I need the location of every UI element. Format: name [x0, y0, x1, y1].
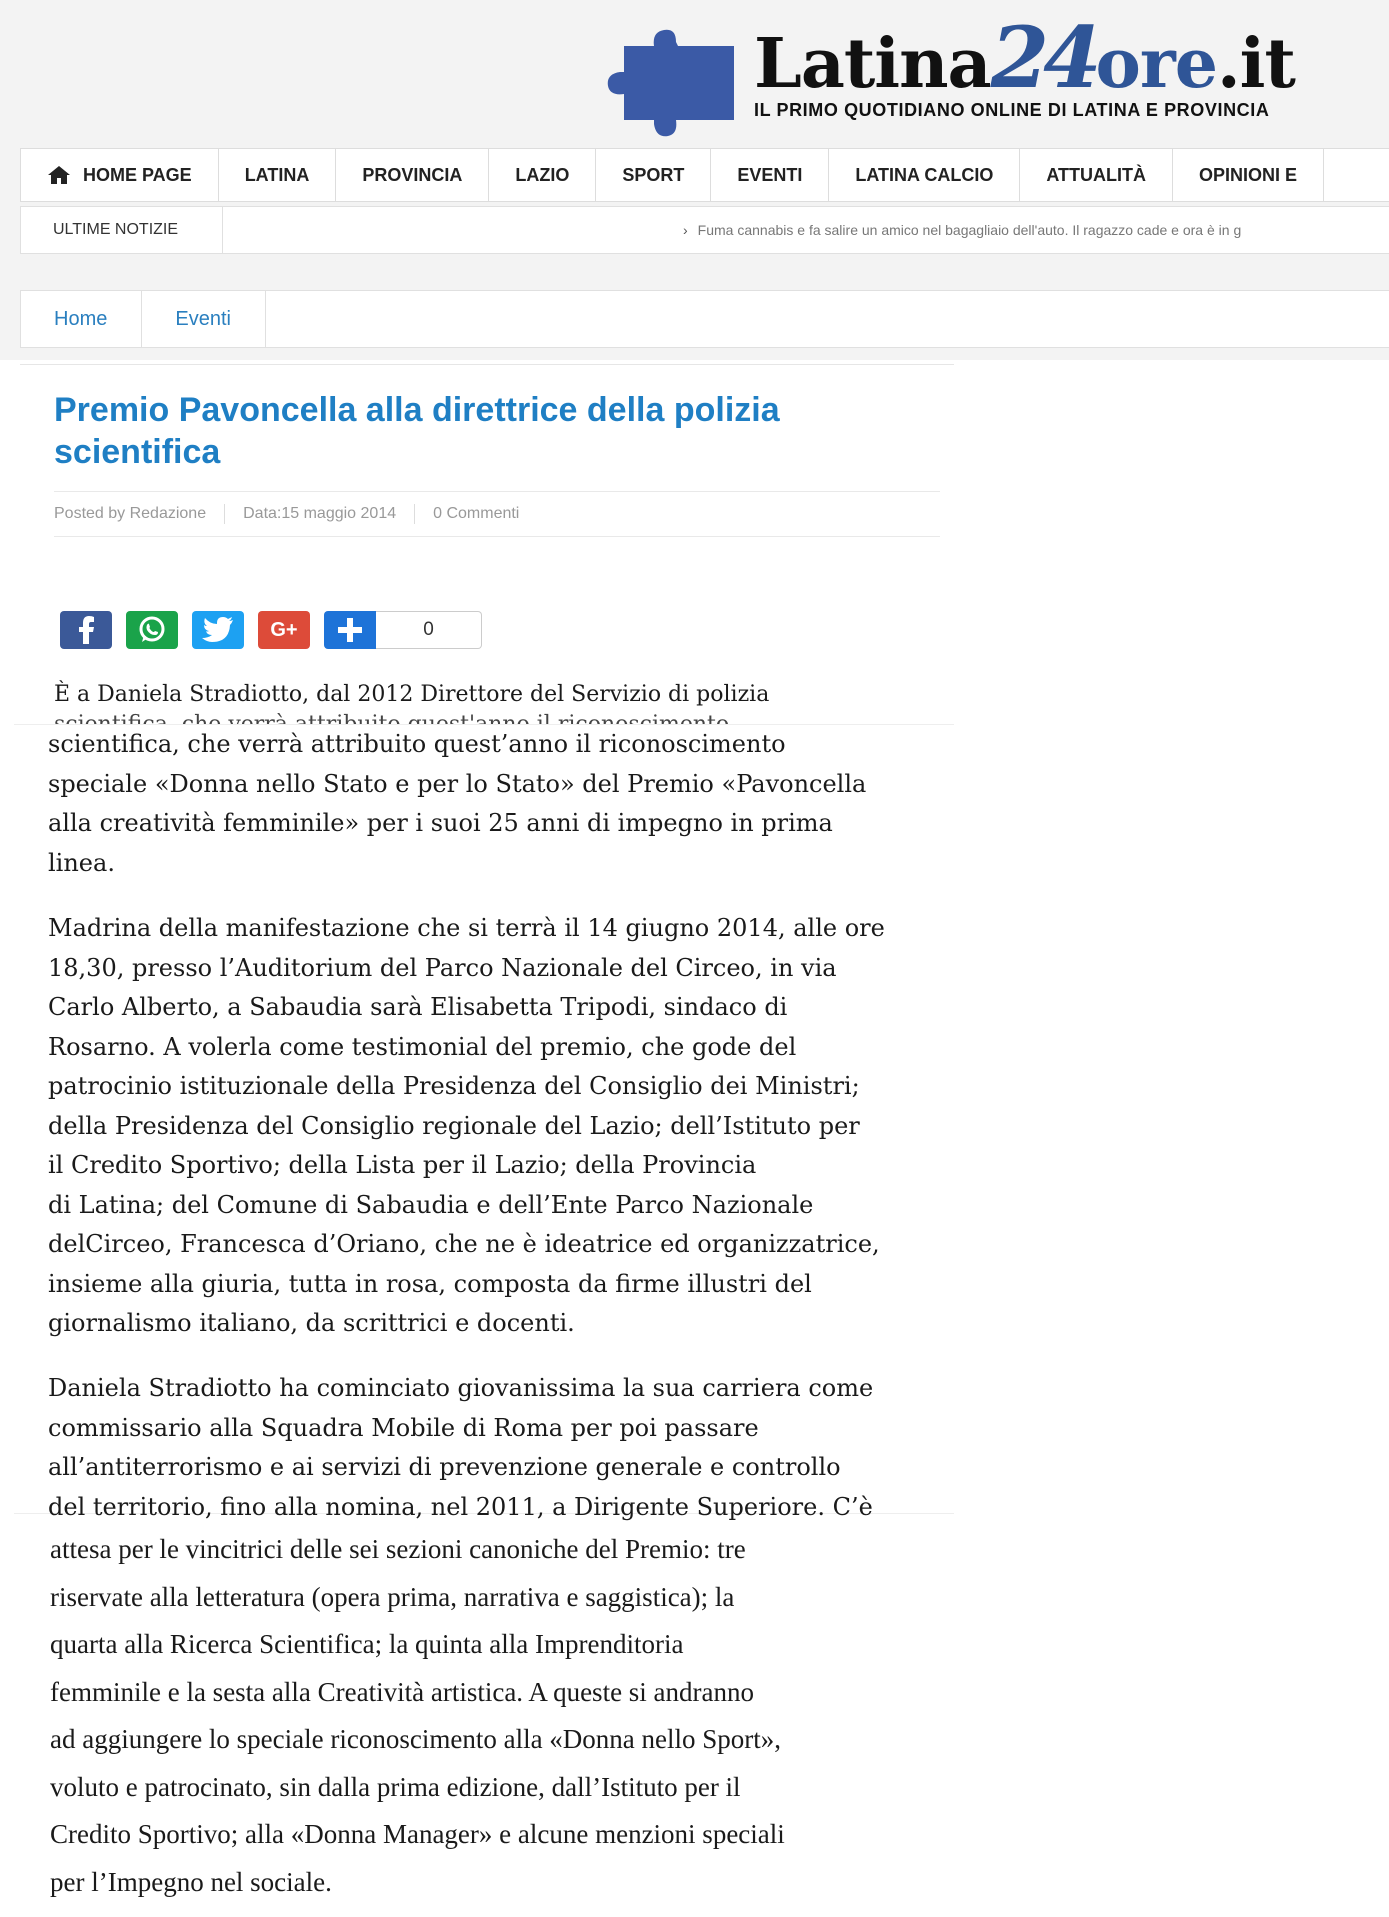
nav-item-provincia[interactable]: PROVINCIA	[336, 149, 489, 201]
paragraph-line: Daniela Stradiotto ha cominciato giovanissima la sua carriera come	[48, 1374, 874, 1402]
facebook-icon	[76, 616, 96, 644]
paragraph-line: voluto e patrocinato, sin dalla prima edizione, dall’Istituto per il	[50, 1771, 741, 1802]
paragraph-line: Credito Sportivo; alla «Donna Manager» e alcune menzioni speciali	[50, 1819, 785, 1849]
article-paragraph	[48, 909, 948, 1344]
nav-item-lazio[interactable]: LAZIO	[489, 149, 596, 201]
whatsapp-share-button[interactable]	[126, 611, 178, 649]
paragraph-line: insieme alla giuria, tutta in rosa, composta da firme illustri del	[48, 1269, 812, 1298]
home-icon	[47, 165, 71, 185]
nav-item-latina[interactable]: LATINA	[219, 149, 337, 201]
paragraph-line: Rosarno. A volerla come testimonial del premio, che gode del	[48, 1032, 797, 1061]
paragraph-line: patrocinio istituzionale della Presidenza del Consiglio dei Ministri;	[48, 1072, 860, 1100]
ticker-label: ULTIME NOTIZIE	[21, 207, 223, 253]
breadcrumb	[20, 290, 1389, 348]
googleplus-icon: G+	[270, 618, 298, 641]
more-share-button[interactable]	[324, 611, 376, 649]
googleplus-share-button[interactable]	[258, 611, 310, 649]
nav-item-sport[interactable]: SPORT	[596, 149, 711, 201]
share-count: 0	[376, 611, 482, 649]
nav-item-label: HOME PAGE	[83, 164, 192, 185]
article-paragraph	[50, 1526, 950, 1906]
paragraph-line: il Credito Sportivo; della Lista per il Lazio; della Provincia	[48, 1151, 757, 1179]
whatsapp-icon	[137, 615, 167, 645]
paragraph-line: ad aggiungere lo speciale riconoscimento alla «Donna nello Sport»,	[50, 1724, 782, 1754]
twitter-icon	[202, 617, 234, 643]
article-body-excerpt	[14, 724, 954, 1521]
news-ticker	[20, 206, 1389, 254]
article-title[interactable]: Premio Pavoncella alla direttrice della polizia scientifica	[54, 391, 780, 471]
nav-item-latina-calcio[interactable]: LATINA CALCIO	[829, 149, 1020, 201]
article-author: Posted by Redazione	[54, 505, 207, 522]
paragraph-line: 18,30, presso l’Auditorium del Parco Nazionale del Circeo, in via	[48, 953, 837, 982]
share-bar	[60, 611, 482, 649]
main-navigation	[20, 148, 1389, 202]
article-header	[20, 364, 954, 724]
paragraph-line: quarta alla Ricerca Scientifica; la quinta alla Imprenditoria	[50, 1629, 684, 1659]
ticker-headline: Fuma cannabis e fa salire un amico nel bagagliaio dell'auto. Il ragazzo cade e ora è in g	[697, 222, 1242, 238]
plus-icon	[337, 617, 363, 643]
ticker-headline-link[interactable]	[223, 207, 1241, 253]
meta-divider	[414, 504, 415, 524]
nav-item-opinioni[interactable]: OPINIONI E	[1173, 149, 1324, 201]
paragraph-line: della Presidenza del Consiglio regionale del Lazio; dell’Istituto per	[48, 1111, 860, 1140]
paragraph-line: giornalismo italiano, da scrittrici e docenti.	[48, 1309, 575, 1337]
paragraph-line: speciale «Donna nello Stato e per lo Stato» del Premio «Pavoncella	[48, 769, 867, 798]
paragraph-line: riservate alla letteratura (opera prima, narrativa e saggistica); la	[50, 1581, 735, 1612]
paragraph-line: linea.	[48, 848, 115, 877]
paragraph-line: del territorio, fino alla nomina, nel 2011, a Dirigente Superiore. C’è	[48, 1492, 873, 1521]
breadcrumb-eventi[interactable]: Eventi	[142, 291, 266, 347]
paragraph-line: Madrina della manifestazione che si terrà il 14 giugno 2014, alle ore	[48, 914, 885, 942]
twitter-share-button[interactable]	[192, 611, 244, 649]
paragraph-line: per l’Impegno nel sociale.	[50, 1866, 332, 1897]
nav-item-home[interactable]	[21, 149, 219, 201]
article-paragraph-first-line: È a Daniela Stradiotto, dal 2012 Direttore del Servizio di polizia	[54, 682, 770, 707]
article-paragraph-clipped-line	[54, 710, 954, 724]
logo-wordmark: Latina24ore.it	[754, 8, 1295, 107]
logo-tagline: IL PRIMO QUOTIDIANO ONLINE DI LATINA E PROVINCIA	[754, 100, 1270, 120]
paragraph-line: femminile e la sesta alla Creatività artistica. A queste si andranno	[50, 1676, 755, 1707]
facebook-share-button[interactable]	[60, 611, 112, 649]
paragraph-line: attesa per le vincitrici delle sei sezioni canoniche del Premio: tre	[50, 1534, 746, 1564]
paragraph-line: di Latina; del Comune di Sabaudia e dell’Ente Parco Nazionale	[48, 1190, 814, 1219]
article-meta	[54, 491, 940, 537]
site-logo[interactable]	[606, 8, 1366, 138]
nav-item-eventi[interactable]: EVENTI	[711, 149, 829, 201]
breadcrumb-home[interactable]: Home	[21, 291, 142, 347]
paragraph-line: all’antiterrorismo e ai servizi di prevenzione generale e controllo	[48, 1453, 841, 1481]
article-paragraph	[48, 1369, 948, 1527]
article-paragraph	[48, 725, 948, 883]
puzzle-logo-icon	[606, 24, 738, 138]
article-comments-link[interactable]: 0 Commenti	[433, 505, 520, 522]
paragraph-line: delCirceo, Francesca d’Oriano, che ne è ideatrice ed organizzatrice,	[48, 1230, 880, 1258]
paragraph-line: alla creatività femminile» per i suoi 25 anni di impegno in prima	[48, 809, 833, 837]
chevron-right-icon: ›	[683, 222, 688, 238]
article-date: Data:15 maggio 2014	[243, 505, 397, 522]
nav-item-attualita[interactable]: ATTUALITÀ	[1020, 149, 1173, 201]
meta-divider	[224, 504, 225, 524]
paragraph-line: commissario alla Squadra Mobile di Roma per poi passare	[48, 1413, 759, 1442]
paragraph-line: scientifica, che verrà attribuito quest’anno il riconoscimento	[48, 730, 786, 758]
paragraph-line: Carlo Alberto, a Sabaudia sarà Elisabetta Tripodi, sindaco di	[48, 993, 788, 1021]
